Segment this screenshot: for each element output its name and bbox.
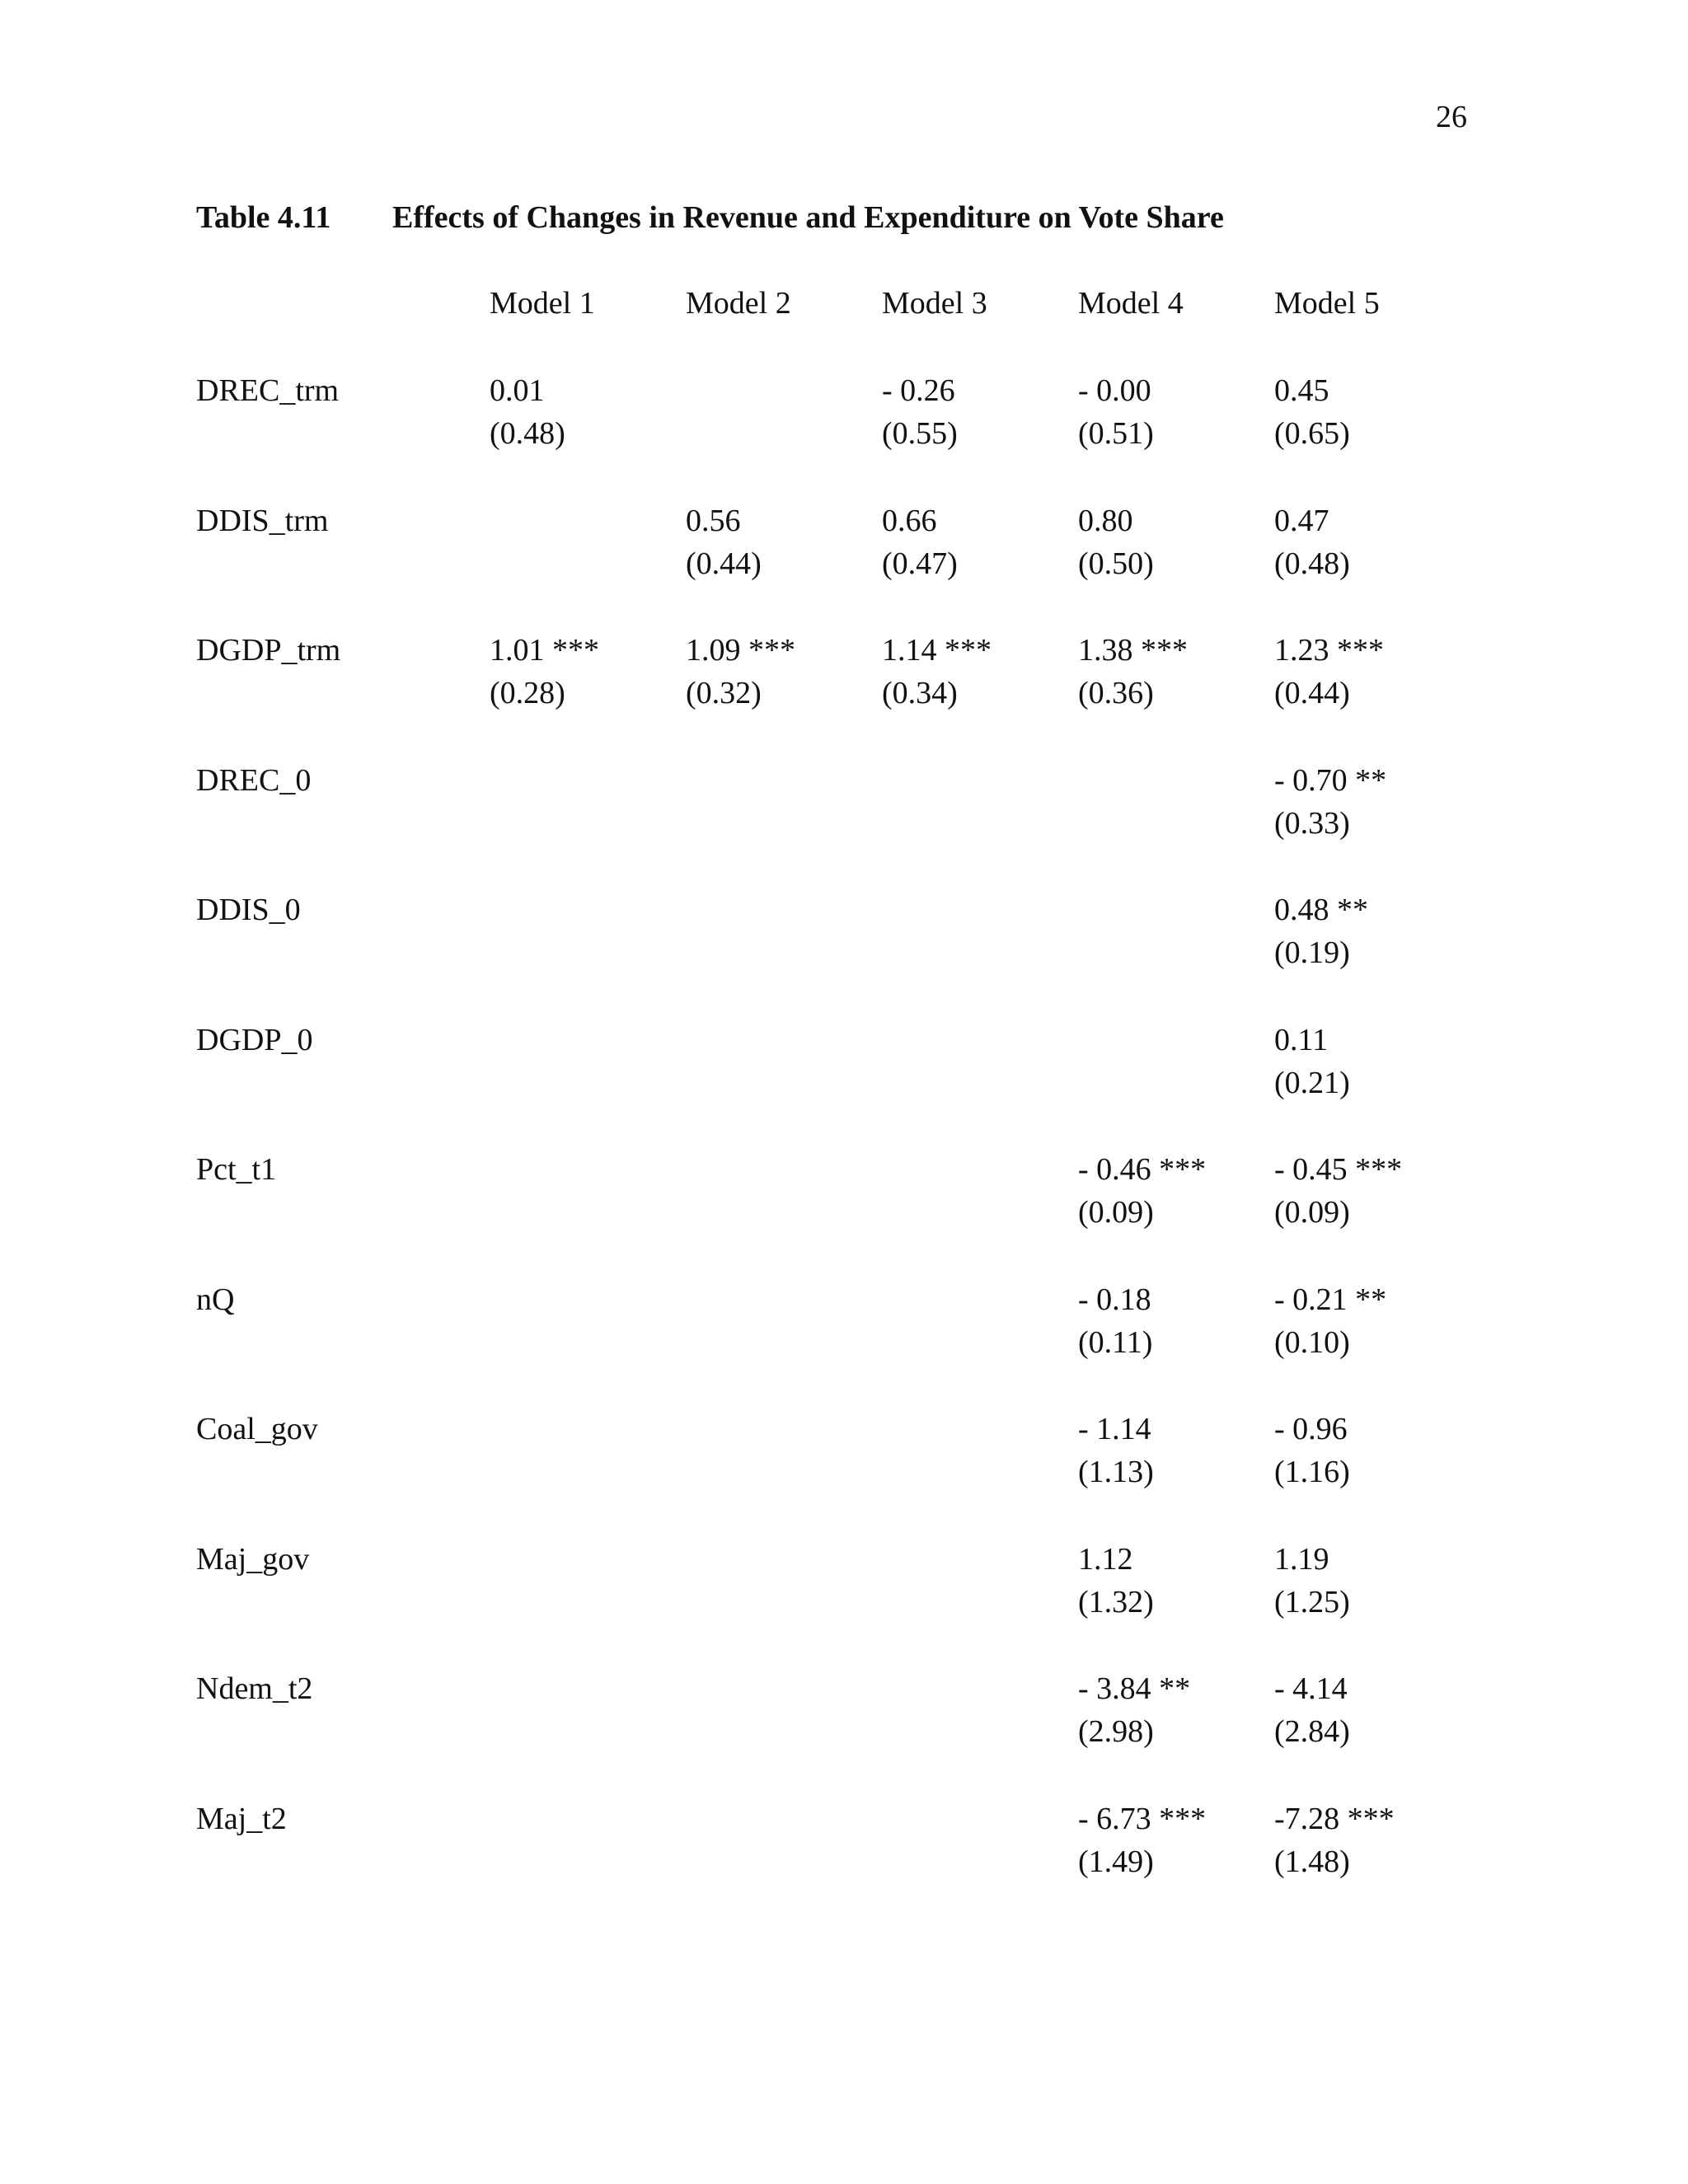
- table-row: [0, 630, 1688, 721]
- coefficient-cell: - 0.21 **: [1274, 1282, 1387, 1317]
- table-label: Table 4.11: [196, 200, 331, 235]
- coefficient-cell: 1.01 ***: [490, 633, 599, 668]
- standard-error-cell: (0.47): [882, 546, 958, 581]
- table-caption: [196, 198, 1224, 237]
- column-header-model-3: Model 3: [882, 286, 987, 321]
- standard-error-cell: (1.25): [1274, 1585, 1350, 1619]
- row-label: DGDP_trm: [196, 633, 341, 668]
- table-row: [0, 1150, 1688, 1240]
- standard-error-cell: (0.55): [882, 416, 958, 451]
- standard-error-cell: (0.21): [1274, 1066, 1350, 1100]
- coefficient-cell: - 3.84 **: [1078, 1671, 1191, 1706]
- coefficient-cell: 0.11: [1274, 1023, 1329, 1057]
- row-label: DDIS_0: [196, 893, 301, 927]
- coefficient-cell: -7.28 ***: [1274, 1802, 1395, 1836]
- table-row: [0, 1020, 1688, 1111]
- coefficient-cell: - 0.96: [1274, 1412, 1348, 1446]
- standard-error-cell: (0.51): [1078, 416, 1154, 451]
- row-label: nQ: [196, 1282, 235, 1317]
- table-row: [0, 1669, 1688, 1760]
- coefficient-cell: - 1.14: [1078, 1412, 1151, 1446]
- coefficient-cell: - 6.73 ***: [1078, 1802, 1207, 1836]
- standard-error-cell: (0.28): [490, 676, 565, 710]
- standard-error-cell: (1.16): [1274, 1455, 1350, 1489]
- coefficient-cell: 0.47: [1274, 504, 1329, 538]
- coefficient-cell: 1.14 ***: [882, 633, 992, 668]
- standard-error-cell: (0.36): [1078, 676, 1154, 710]
- table-row: [0, 1799, 1688, 1890]
- column-header-model-4: Model 4: [1078, 286, 1184, 321]
- coefficient-cell: - 4.14: [1274, 1671, 1348, 1706]
- table-row: [0, 371, 1688, 462]
- standard-error-cell: (0.44): [1274, 676, 1350, 710]
- table-row: [0, 501, 1688, 592]
- table-row: [0, 1409, 1688, 1500]
- coefficient-cell: 0.01: [490, 373, 545, 408]
- row-label: Ndem_t2: [196, 1671, 313, 1706]
- coefficient-cell: - 0.45 ***: [1274, 1152, 1403, 1187]
- standard-error-cell: (0.09): [1078, 1195, 1154, 1230]
- row-label: DREC_0: [196, 763, 312, 798]
- coefficient-cell: - 0.46 ***: [1078, 1152, 1207, 1187]
- page-number: 26: [1436, 100, 1467, 134]
- standard-error-cell: (0.33): [1274, 806, 1350, 841]
- standard-error-cell: (1.32): [1078, 1585, 1154, 1619]
- standard-error-cell: (0.09): [1274, 1195, 1350, 1230]
- column-header-model-2: Model 2: [686, 286, 791, 321]
- coefficient-cell: 1.38 ***: [1078, 633, 1188, 668]
- table-row: [0, 1540, 1688, 1630]
- standard-error-cell: (1.49): [1078, 1844, 1154, 1879]
- coefficient-cell: 0.56: [686, 504, 741, 538]
- coefficient-cell: - 0.70 **: [1274, 763, 1387, 798]
- standard-error-cell: (0.32): [686, 676, 762, 710]
- standard-error-cell: (0.50): [1078, 546, 1154, 581]
- standard-error-cell: (2.84): [1274, 1714, 1350, 1749]
- row-label: Pct_t1: [196, 1152, 277, 1187]
- coefficient-cell: 0.48 **: [1274, 893, 1368, 927]
- coefficient-cell: 1.23 ***: [1274, 633, 1384, 668]
- column-header-model-1: Model 1: [490, 286, 595, 321]
- standard-error-cell: (0.10): [1274, 1325, 1350, 1360]
- coefficient-cell: - 0.00: [1078, 373, 1151, 408]
- standard-error-cell: (0.44): [686, 546, 762, 581]
- coefficient-cell: 1.12: [1078, 1542, 1133, 1577]
- table-header-row: [0, 284, 1688, 323]
- standard-error-cell: (0.65): [1274, 416, 1350, 451]
- table-row: [0, 890, 1688, 981]
- table-title: Effects of Changes in Revenue and Expenditure on Vote Share: [392, 200, 1224, 235]
- standard-error-cell: (1.13): [1078, 1455, 1154, 1489]
- coefficient-cell: 0.66: [882, 504, 937, 538]
- row-label: Coal_gov: [196, 1412, 318, 1446]
- row-label: Maj_gov: [196, 1542, 310, 1577]
- standard-error-cell: (1.48): [1274, 1844, 1350, 1879]
- standard-error-cell: (0.48): [1274, 546, 1350, 581]
- row-label: DGDP_0: [196, 1023, 313, 1057]
- coefficient-cell: 0.45: [1274, 373, 1329, 408]
- row-label: DREC_trm: [196, 373, 340, 408]
- coefficient-cell: - 0.26: [882, 373, 955, 408]
- coefficient-cell: - 0.18: [1078, 1282, 1151, 1317]
- standard-error-cell: (0.19): [1274, 935, 1350, 970]
- column-header-model-5: Model 5: [1274, 286, 1380, 321]
- coefficient-cell: 1.19: [1274, 1542, 1329, 1577]
- row-label: Maj_t2: [196, 1802, 287, 1836]
- table-row: [0, 1280, 1688, 1371]
- row-label: DDIS_trm: [196, 504, 329, 538]
- coefficient-cell: 1.09 ***: [686, 633, 795, 668]
- standard-error-cell: (2.98): [1078, 1714, 1154, 1749]
- standard-error-cell: (0.34): [882, 676, 958, 710]
- standard-error-cell: (0.11): [1078, 1325, 1153, 1360]
- standard-error-cell: (0.48): [490, 416, 565, 451]
- table-row: [0, 761, 1688, 851]
- coefficient-cell: 0.80: [1078, 504, 1133, 538]
